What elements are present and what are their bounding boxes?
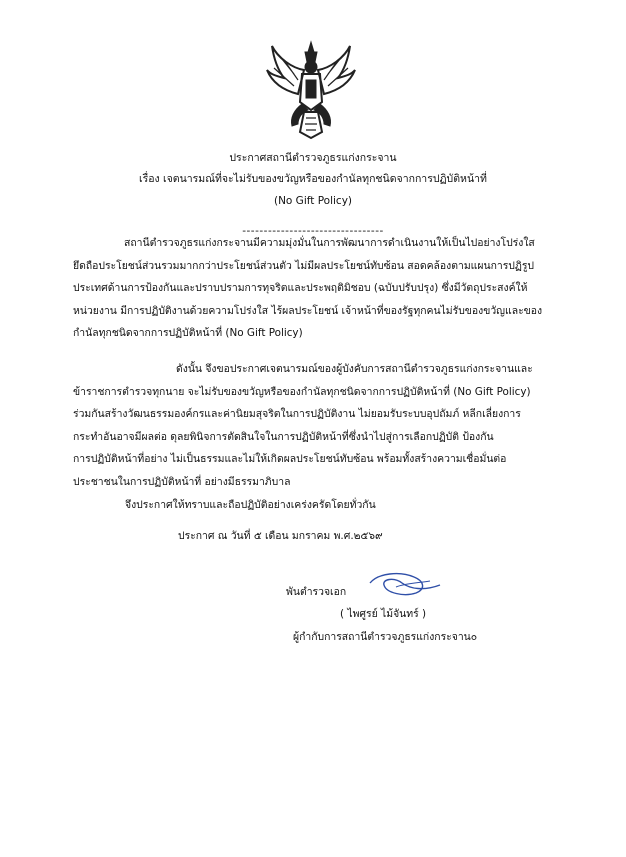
paragraph-line: ร่วมกันสร้างวัฒนธรรมองค์กรและค่านิยมสุจริตในการปฏิบัติงาน ไม่ยอมรับระบบอุปถัมภ์ หลีกเลี่ยงการ (73, 408, 521, 420)
paragraph-line: สถานีตำรวจภูธรแก่งกระจานมีความมุ่งมั่นในการพัฒนาการดำเนินงานให้เป็นไปอย่างโปร่งใส (124, 237, 535, 249)
signer-name: ( ไพศูรย์ ไม้จันทร์ ) (340, 608, 427, 620)
paragraph-line: กระทำอันอาจมีผลต่อ ดุลยพินิจการตัดสินใจในการปฏิบัติหน้าที่ซึ่งนำไปสู่การเลือกปฏิบัติ ป้องกัน (73, 430, 494, 443)
paragraph-line: หน่วยงาน มีการปฏิบัติงานด้วยความโปร่งใส ไร้ผลประโยชน์ เจ้าหน้าที่ของรัฐทุกคนไม่รับของขวัญและของ (73, 304, 543, 317)
paragraph-line: ประชาชนในการปฏิบัติหน้าที่ อย่างมีธรรมาภิบาล (73, 475, 291, 488)
signer-position: ผู้กำกับการสถานีตำรวจภูธรแก่งกระจาน๐ (293, 631, 478, 643)
paragraph-line: การปฏิบัติหน้าที่อย่าง ไม่เป็นธรรมและไม่ให้เกิดผลประโยชน์ทับซ้อน พร้อมทั้งสร้างความเชื่อมั่นต่อ (73, 453, 507, 465)
paragraph-line: ประเทศด้านการป้องกันและปราบปรามการทุจริตและประพฤติมิชอบ (ฉบับปรับปรุง) ซึ่งมีวัตถุประสงค์ให้ (73, 282, 528, 294)
divider-line: --------------------------------- (242, 225, 384, 237)
closing-statement: จึงประกาศให้ทราบและถือปฏิบัติอย่างเคร่งครัดโดยทั่วกัน (125, 499, 376, 511)
signer-rank: พันตำรวจเอก (286, 586, 347, 598)
handwritten-signature (366, 569, 444, 599)
announcement-subtitle: (No Gift Policy) (273, 195, 353, 207)
garuda-emblem (264, 40, 358, 140)
paragraph-line: ข้าราชการตำรวจทุกนาย จะไม่รับของขวัญหรือของกำนัลทุกชนิดจากการปฏิบัติหน้าที่ (No Gift Policy) (73, 385, 531, 398)
paragraph-2 (73, 358, 569, 493)
paragraph-line: กำนัลทุกชนิดจากการปฏิบัติหน้าที่ (No Gift Policy) (73, 327, 303, 339)
paragraph-1 (73, 232, 569, 345)
announcement-subject: เรื่อง เจตนารมณ์ที่จะไม่รับของขวัญหรือของกำนัลทุกชนิดจากการปฏิบัติหน้าที่ (139, 173, 487, 185)
paragraph-line: ดังนั้น จึงขอประกาศเจตนารมณ์ของผู้บังคับการสถานีตำรวจภูธรแก่งกระจานและ (176, 363, 533, 375)
paragraph-line: ยึดถือประโยชน์ส่วนรวมมากกว่าประโยชน์ส่วนตัว ไม่มีผลประโยชน์ทับซ้อน สอดคล้องตามแผนการปฏิรูป (73, 259, 535, 272)
announcement-title: ประกาศสถานีตำรวจภูธรแก่งกระจาน (229, 152, 397, 164)
announcement-date: ประกาศ ณ วันที่ ๕ เดือน มกราคม พ.ศ.๒๕๖๙ (178, 530, 383, 542)
